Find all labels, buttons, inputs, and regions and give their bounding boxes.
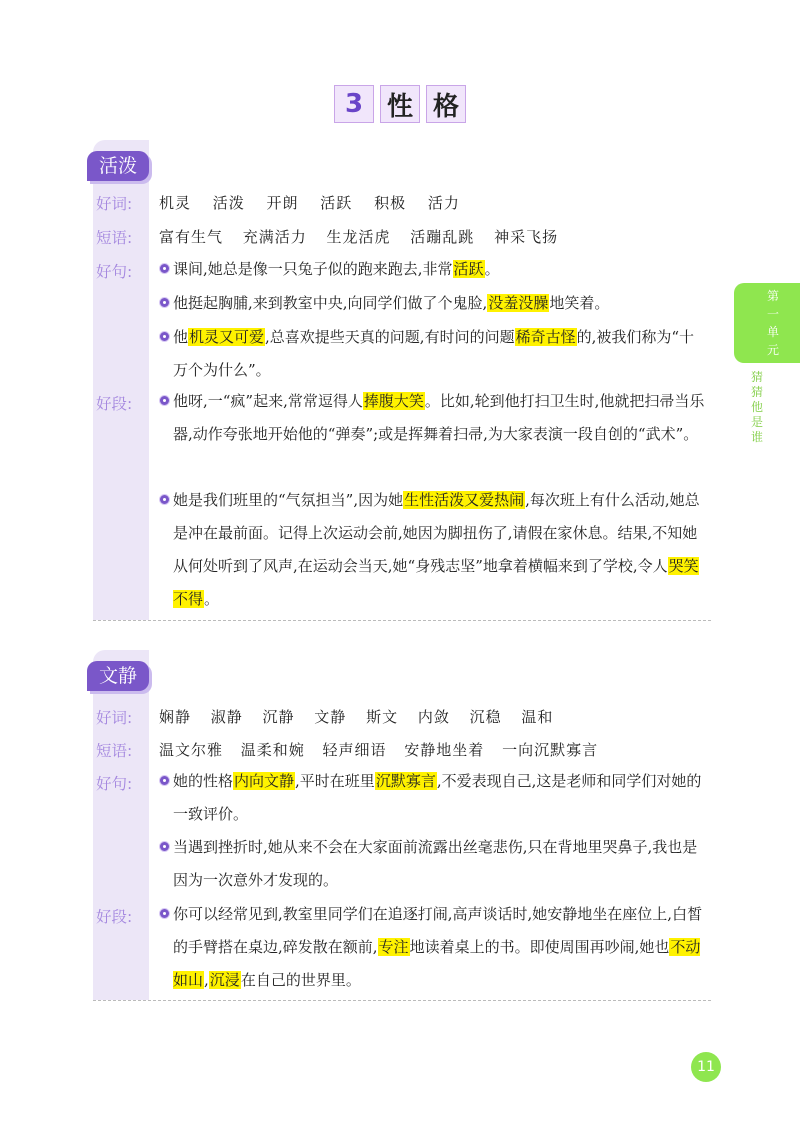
list-item: 他呀,一“疯”起来,常常逗得人捧腹大笑。比如,轮到他打扫卫生时,他就把扫帚当乐器,动作夸张地开始他的“弹奏”;或是挥舞着扫帚,为大家表演一段自创的“武术”。: [159, 385, 709, 451]
section-lively: [93, 140, 711, 621]
bullet-icon: [159, 331, 170, 342]
words-label: 好词:: [96, 709, 133, 727]
list-item: 她是我们班里的“气氛担当”,因为她生性活泼又爱热闹,每次班上有什么活动,她总是冲在最前面。记得上次运动会前,她因为脚扭伤了,请假在家休息。结果,不知她从何处听到了风声,在运动会当天,她“身残志坚”地拿着横幅来到了学校,令人哭笑不得。: [159, 484, 709, 616]
words-label: 好词:: [96, 195, 133, 213]
list-item: 你可以经常见到,教室里同学们在追逐打闹,高声谈话时,她安静地坐在座位上,白皙的手臂搭在桌边,碎发散在额前,专注地读着桌上的书。即使周围再吵闹,她也不动如山,沉浸在自己的世界里。: [159, 898, 709, 997]
sentences-label: 好句:: [96, 775, 133, 793]
list-item: 他机灵又可爱,总喜欢提些天真的问题,有时问的问题稀奇古怪的,被我们称为“十万个为什么”。: [159, 321, 709, 387]
section-quiet: [93, 650, 711, 1001]
highlight: 沉默寡言: [375, 772, 436, 790]
phrases-list: 温文尔雅 温柔和婉 轻声细语 安静地坐着 一向沉默寡言: [159, 741, 599, 759]
page-title: [0, 85, 800, 123]
paragraphs-label: 好段:: [96, 908, 133, 926]
highlight: 没羞没臊: [488, 294, 549, 312]
title-char: 格: [426, 85, 466, 123]
highlight: 专注: [378, 938, 409, 956]
label-column: [93, 650, 149, 1000]
phrases-label: 短语:: [96, 229, 133, 247]
chapter-label: 猜猜他是谁: [750, 370, 763, 444]
bullet-icon: [159, 297, 170, 308]
words-list: 机灵 活泼 开朗 活跃 积极 活力: [159, 194, 460, 212]
paragraphs-label: 好段:: [96, 395, 133, 413]
list-item: 课间,她总是像一只兔子似的跑来跑去,非常活跃。: [159, 253, 709, 286]
highlight: 活跃: [453, 260, 484, 278]
bullet-icon: [159, 395, 170, 406]
bullet-icon: [159, 494, 170, 505]
phrases-list: 富有生气 充满活力 生龙活虎 活蹦乱跳 神采飞扬: [159, 228, 559, 246]
unit-label: 第一单元: [766, 289, 779, 357]
phrases-label: 短语:: [96, 742, 133, 760]
list-item: 他挺起胸脯,来到教室中央,向同学们做了个鬼脸,没羞没臊地笑着。: [159, 287, 709, 320]
highlight: 不动如山: [173, 938, 701, 989]
section-tab: 文静: [87, 661, 149, 691]
title-char: 性: [380, 85, 420, 123]
highlight: 生性活泼又爱热闹: [404, 491, 525, 509]
page-number: 11: [691, 1052, 721, 1082]
sentences-label: 好句:: [96, 263, 133, 281]
highlight: 内向文静: [234, 772, 295, 790]
highlight: 沉浸: [209, 971, 240, 989]
words-list: 娴静 淑静 沉静 文静 斯文 内敛 沉稳 温和: [159, 708, 554, 726]
bullet-icon: [159, 263, 170, 274]
bullet-icon: [159, 841, 170, 852]
highlight: 捧腹大笑: [363, 392, 424, 410]
section-tab: 活泼: [87, 151, 149, 181]
unit-side-tab: [734, 283, 800, 363]
bullet-icon: [159, 775, 170, 786]
highlight: 哭笑不得: [173, 557, 699, 608]
highlight: 稀奇古怪: [515, 328, 576, 346]
list-item: 她的性格内向文静,平时在班里沉默寡言,不爱表现自己,这是老师和同学们对她的一致评价。: [159, 765, 709, 831]
highlight: 机灵又可爱: [189, 328, 265, 346]
list-item: 当遇到挫折时,她从来不会在大家面前流露出丝毫悲伤,只在背地里哭鼻子,我也是因为一次意外才发现的。: [159, 831, 709, 897]
bullet-icon: [159, 908, 170, 919]
title-number: 3: [334, 85, 374, 123]
